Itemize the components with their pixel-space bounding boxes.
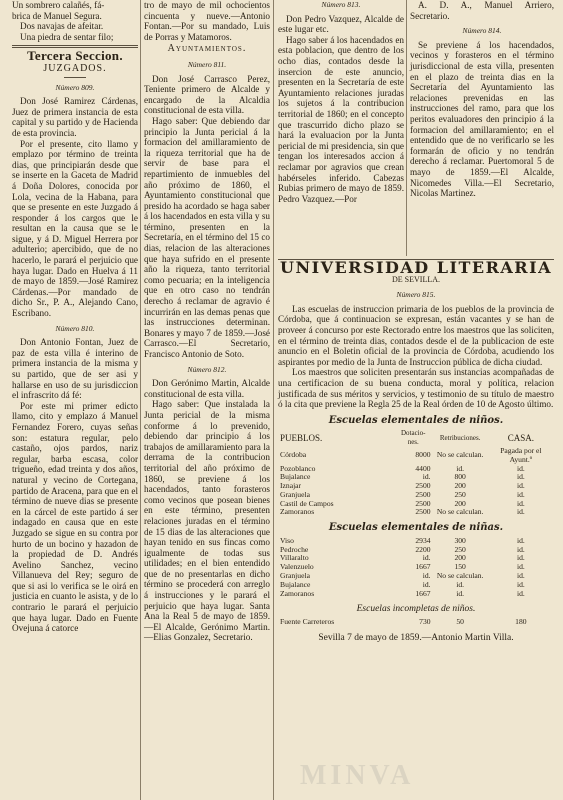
paragraph: Don Pedro Vazquez, Alcalde de este lugar etc. bbox=[278, 13, 404, 35]
cell-dotacion: id. bbox=[422, 472, 431, 482]
paragraph: Por este mi primer edicto llamo, cito y emplazo á Manuel Fernandez Forero, cuyas señas son: estatura regular, pelo castaño, ojos pardos, nariz regular, barba escasa, color trigueño, edad treinta y dos años, natural y vecino de Cortegana, partido de Aracena, para que en el término de nueve dias se presente en la cárcel de este partido á ser indagado en causa que en este Juzgado se sigue en su contra por hurto de un bocino y hazadon de la propiedad de D. Andrés Avelino Sanchez, vecino Villanueva del Rey; seguro de que si asi lo verifica se le oirá en justicia en cuanto le asista, y de lo contrario le parará el perjuicio que haya lugar. Dado en Fuente Ovejuna á catorce bbox=[12, 400, 138, 634]
paragraph: Don Antonio Fontan, Juez de paz de esta villa é interino de primera instancia de la misma y su partido, que de ser asi y hallarse en uso de su jurisdiccion el infrascrito dá fé: bbox=[12, 337, 138, 401]
paragraph: Por el presente, cito llamo y emplazo por término de treinta dias, que principiarán desde que se inserte en la Gaceta de Madrid á Doña Dolores, conocida por Lola, vecina de la Habana, para que se presente en este Juzgado á responder á los cargos que le resultan en la causa que se le sigue, y á D. Miguel Herrera por adulterio; apercibido, que de no hacerlo, le parará el perjuicio que haya lugar. Dado en Huelva á 11 de mayo de 1859.—José Ramirez Cárdenas.—Por mandado de dicho Sr., P. A., Alejando Cano, Escribano. bbox=[12, 138, 138, 319]
cell-retribucion: 800 bbox=[454, 472, 466, 482]
subsection-title: JUZGADOS. bbox=[43, 62, 107, 74]
paragraph: Don José Ramirez Cárdenas, Juez de primera instancia de esta capital y su partido y de Hacienda de esta provincia. bbox=[12, 96, 138, 138]
cell-casa: Pagada por el Ayunt.º bbox=[500, 445, 542, 464]
table-row bbox=[278, 563, 554, 572]
cell-pueblo: Granjuela bbox=[280, 571, 310, 581]
cell-dotacion: 1667 bbox=[415, 588, 431, 598]
header-casa: CASA. bbox=[507, 432, 534, 443]
watermark-stamp: MINVA bbox=[300, 760, 415, 791]
cell-dotacion: id. bbox=[422, 579, 431, 589]
cell-pueblo: Pozoblanco bbox=[280, 463, 316, 473]
cell-retribucion: No se calculan. bbox=[436, 450, 484, 460]
cell-retribucion: 200 bbox=[454, 553, 466, 563]
notice-number: Número 815. bbox=[396, 290, 436, 300]
column-4 bbox=[410, 0, 554, 199]
paragraph: Hago saber: Que debiendo dar principio la Junta pericial á la formacion del amillaramiento de la riqueza territorial que ha de servir de base para el repartimiento de inmuebles del año próximo de 1860, el Ayuntamiento constitucional que presido ha acordado se haga saber á los hacendados en esta villa y su término, presenten en la Secretaría, en el término del 15 co dias, relacion de las alteraciones que haya sufrido en el presente año la riqueza, tanto territorial como pecuaria; en la inteligencia que en otro caso no tendrán derecho á reclamar de agravio é incurrirán en las demas penas que las instrucciones determinan. Bonares y mayo 7 de 1859.—José Carrasco.—El Secretario, Francisco Antonio de Soto. bbox=[144, 115, 270, 359]
text-line: Una piedra de sentar filo; bbox=[20, 31, 114, 42]
text-line: brica de Manuel Segura. bbox=[12, 10, 102, 21]
column-1 bbox=[12, 0, 138, 634]
university-title: UNIVERSIDAD LITERARIA bbox=[280, 258, 552, 277]
university-subtitle: DE SEVILLA. bbox=[392, 274, 440, 284]
cell-pueblo: Córdoba bbox=[280, 450, 307, 460]
cell-pueblo: Granjuela bbox=[280, 489, 310, 499]
notice-number: Número 813. bbox=[321, 0, 361, 9]
cell-dotacion: 2934 bbox=[415, 535, 431, 545]
cell-retribucion: No se calculan. bbox=[436, 507, 484, 517]
cell-dotacion: 2500 bbox=[415, 498, 431, 508]
cell-pueblo: Fuente Carreteros bbox=[280, 617, 335, 627]
table-heading-girls: Escuelas elementales de niñas. bbox=[328, 522, 504, 534]
cell-retribucion: id. bbox=[456, 463, 465, 473]
cell-casa: id. bbox=[516, 579, 525, 589]
subsection-title: Ayuntamientos. bbox=[167, 43, 247, 55]
cell-dotacion: 8000 bbox=[415, 450, 431, 460]
text-line: Un sombrero calañés, fá- bbox=[12, 0, 105, 10]
cell-pueblo: Viso bbox=[280, 535, 294, 545]
cell-pueblo: Castil de Campos bbox=[280, 498, 334, 508]
paragraph: Don José Carrasco Perez, Teniente primero de Alcalde y encargado de la Alcaldia constitucional de esta villa. bbox=[144, 73, 270, 116]
paragraph: Los maestros que soliciten presentarán sus instancias acompañadas de una certificacion de su buena conducta, moral y política, relacion justificada de sus méritos y servicios, y testimonio de su título de maestro ó la cita que previene la Regla 25 de la Real órden de 10 de Agosto último. bbox=[278, 367, 554, 410]
cell-retribucion: 50 bbox=[456, 617, 464, 627]
cell-casa: id. bbox=[516, 507, 525, 517]
cell-retribucion: id. bbox=[456, 588, 465, 598]
cell-dotacion: id. bbox=[422, 553, 431, 563]
divider bbox=[64, 77, 86, 78]
notice-number: Número 809. bbox=[55, 82, 95, 92]
schools-boys-table bbox=[278, 429, 554, 517]
cell-pueblo: Villaralto bbox=[280, 553, 309, 563]
paragraph: Hago saber: Que instalada la Junta pericial de la misma conforme á lo prevenido, debiendo dar principio á los trabajos de amillaramiento para la derrama de la contribucion territorial del año próximo de 1860, se previene á los hacendados, tanto forasteros como vecinos que posean bienes en este término, presenten relaciones juradas en el término de 15 dias de las alteraciones que hayan tenido en sus fincas como igualmente de todas sus utilidades; en el bien entendido que de no presentarlas en dicho término se procederá con arreglo á instrucciones y le parará el perjuicio que haya lugar. Santa Ana la Real 5 de mayo de 1859.—El Alcalde, Gerónimo Martin.—Elias Gonzalez, Secretario. bbox=[144, 399, 270, 643]
paragraph: A. D. A., Manuel Arriero, Secretario. bbox=[410, 0, 554, 21]
table-row bbox=[278, 465, 554, 474]
paragraph: Hago saber á los hacendados en esta poblacion, que dentro de los ocho dias, contados desde la insercion de este anuncio, presenten en la Secretaría de este Ayuntamiento relaciones juradas los sujetos á la contribucion territorial de 1860; en el concepto que trascurrido dicho plazo se hará la evaluacion por la Junta pericial de mi presidencia, sin que tengan los interesados accion á reclamar por agravios que crean habérseles inferido. Cabezas Rubias primero de mayo de 1859. Pedro Vazquez.—Por bbox=[278, 34, 404, 204]
cell-pueblo: Valenzuelo bbox=[280, 562, 314, 572]
cell-casa: id. bbox=[516, 571, 525, 581]
cell-pueblo: Pedroche bbox=[280, 544, 309, 554]
cell-dotacion: 730 bbox=[419, 617, 431, 627]
header-dotaciones: Dotacio- nes. bbox=[400, 429, 426, 447]
column-rule-2 bbox=[273, 0, 274, 800]
paragraph: Se previene á los hacendados, vecinos y forasteros en el término jurisdiccional de esta villa, presenten en el plazo de treinta dias en la Secretaría del Ayuntamiento las relaciones prevenidas en las instrucciones del ramo, para que los peritos evaluadores den principio á la formacion del amillaramiento; en el entendido que de no verificarlo se les formarán de oficio y no tendrán derecho á reclamar. Puertomoral 5 de mayo de 1859.—El Alcalde, Nicomedes Villa.—El Secretario, Nicolas Martinez. bbox=[410, 39, 554, 199]
cell-retribucion: 200 bbox=[454, 498, 466, 508]
table-row bbox=[278, 546, 554, 555]
cell-pueblo: Zamoranos bbox=[280, 507, 315, 517]
text-line: Dos navajas de afeitar. bbox=[20, 21, 104, 32]
cell-casa: id. bbox=[516, 544, 525, 554]
section-title: Tercera Seccion. bbox=[27, 48, 123, 64]
cell-casa: id. bbox=[516, 535, 525, 545]
cell-casa: id. bbox=[516, 481, 525, 491]
paragraph: Don Gerónimo Martin, Alcalde constitucional de esta villa. bbox=[144, 378, 270, 399]
table-row bbox=[278, 590, 554, 599]
paragraph: Las escuelas de instruccion primaria de los pueblos de la provincia de Córdoba, que á continuacion se expresan, están vacantes y se han de proveer á concurso por este Rectorado entre los maestros que las soliciten, en el término de treinta dias, contados desde el de la publicacion de este anuncio en el Boletin oficial de la provincia de Córdoba, acudiendo los aspirantes por medio de la Junta de Instruccion pública de dicha ciudad. bbox=[278, 303, 554, 367]
cell-retribucion: 200 bbox=[454, 481, 466, 491]
column-2 bbox=[144, 0, 270, 643]
column-3 bbox=[278, 0, 404, 204]
table-heading-boys: Escuelas elementales de niños. bbox=[328, 414, 504, 426]
table-row bbox=[278, 572, 554, 581]
cell-retribucion: 150 bbox=[454, 562, 466, 572]
cell-dotacion: 2500 bbox=[415, 481, 431, 491]
table-row bbox=[278, 618, 554, 627]
cell-dotacion: id. bbox=[422, 571, 431, 581]
notice-number: Número 814. bbox=[462, 26, 502, 36]
cell-casa: id. bbox=[516, 553, 525, 563]
cell-retribucion: 250 bbox=[454, 489, 466, 499]
cell-pueblo: Bujalance bbox=[280, 579, 311, 589]
cell-casa: id. bbox=[516, 498, 525, 508]
schools-girls-table bbox=[278, 537, 554, 599]
cell-casa: id. bbox=[516, 562, 525, 572]
cell-dotacion: 4400 bbox=[415, 463, 431, 473]
column-rule-3 bbox=[406, 0, 407, 256]
header-pueblos: PUEBLOS. bbox=[280, 432, 323, 443]
cell-casa: id. bbox=[516, 489, 525, 499]
university-section bbox=[278, 256, 554, 643]
table-row bbox=[278, 508, 554, 517]
notice-number: Número 810. bbox=[55, 323, 95, 333]
notice-number: Número 812. bbox=[187, 364, 227, 374]
cell-dotacion: 2500 bbox=[415, 507, 431, 517]
cell-casa: id. bbox=[516, 472, 525, 482]
table-heading-incomplete: Escuelas incompletas de niños. bbox=[356, 604, 476, 615]
cell-pueblo: Iznajar bbox=[280, 481, 302, 491]
cell-retribucion: 250 bbox=[454, 544, 466, 554]
cell-retribucion: No se calculan. bbox=[436, 571, 484, 581]
table-header-row bbox=[278, 429, 554, 447]
cell-pueblo: Zamoranos bbox=[280, 588, 315, 598]
table-row bbox=[278, 447, 554, 465]
cell-retribucion: id. bbox=[456, 579, 465, 589]
cell-pueblo: Bujalance bbox=[280, 472, 311, 482]
notice-number: Número 811. bbox=[187, 59, 227, 69]
cell-casa: id. bbox=[516, 588, 525, 598]
column-rule-1 bbox=[140, 0, 141, 800]
paragraph: tro de mayo de mil ochocientos cincuenta y nueve.—Antonio Fontan.—Por su mandado, Luis de Porras y Matamoros. bbox=[144, 0, 270, 42]
cell-casa: id. bbox=[516, 463, 525, 473]
cell-dotacion: 2500 bbox=[415, 489, 431, 499]
cell-casa: 180 bbox=[515, 617, 527, 627]
cell-dotacion: 1667 bbox=[415, 562, 431, 572]
signature-line: Sevilla 7 de mayo de 1859.—Antonio Martin Villa. bbox=[318, 632, 514, 643]
schools-incomplete-table bbox=[278, 618, 554, 627]
cell-dotacion: 2200 bbox=[415, 544, 431, 554]
cell-retribucion: 300 bbox=[454, 535, 466, 545]
header-retribuciones: Retribuciones. bbox=[439, 433, 481, 442]
